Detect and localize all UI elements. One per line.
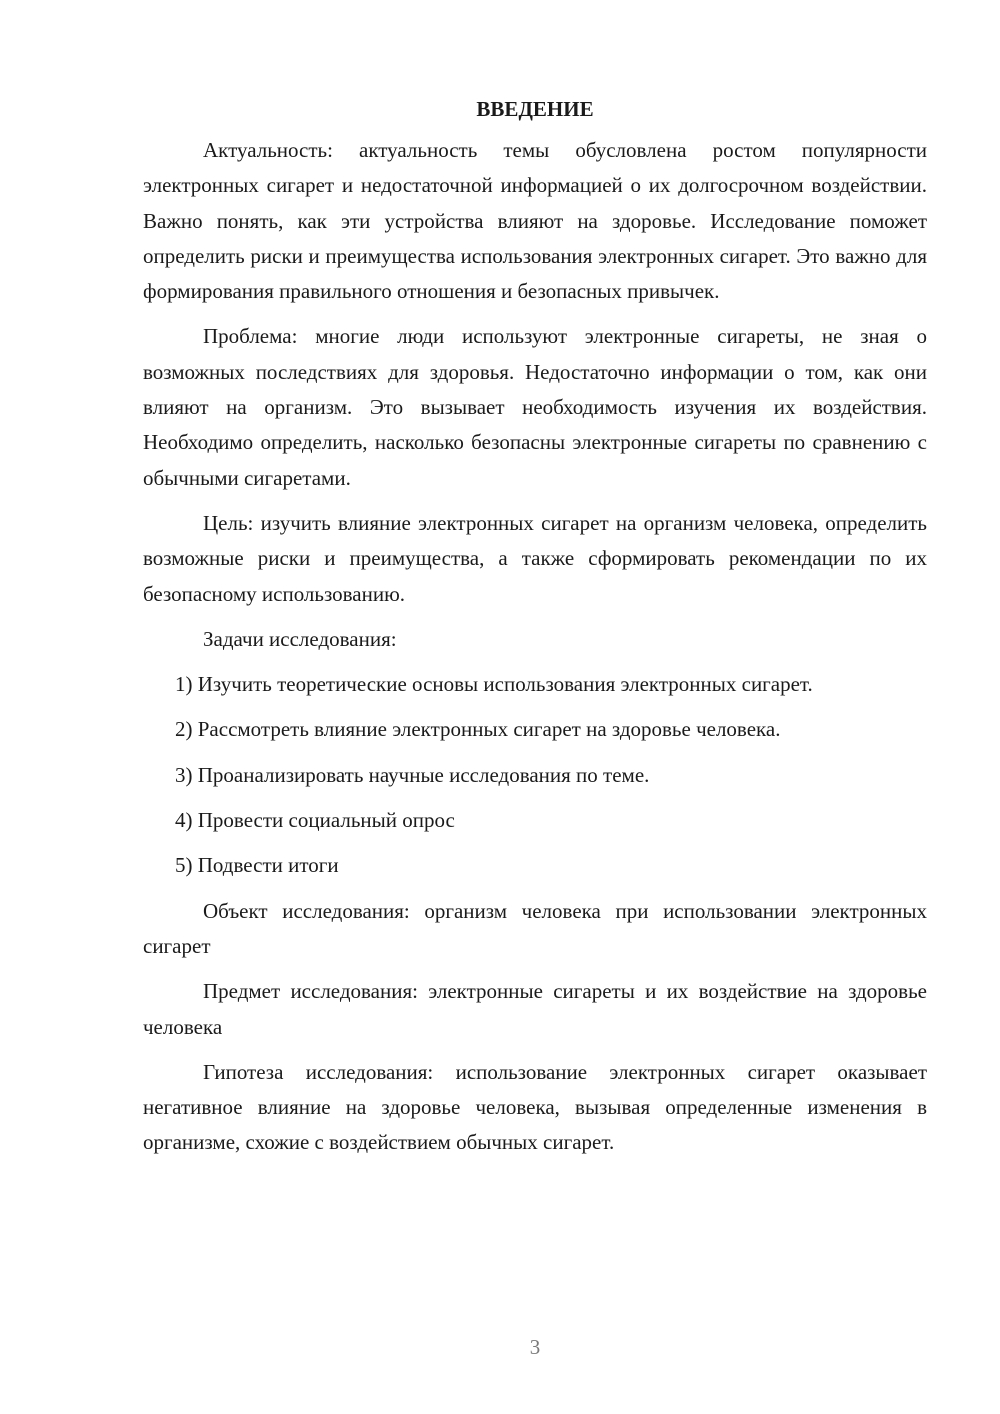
page-number: 3 <box>529 1335 541 1359</box>
task-item: 2) Рассмотреть влияние электронных сигарет на здоровье человека. <box>175 717 781 742</box>
task-item: 4) Провести социальный опрос <box>175 808 455 833</box>
paragraph-object: Объект исследования: организм человека при использовании электронных сигарет <box>143 898 927 958</box>
paragraph-hypothesis: Гипотеза исследования: использование электронных сигарет оказывает негативное влияние на здоровье человека, вызывая определенные изменения в организме, схожие с воздействием обычных сигарет. <box>143 1059 927 1155</box>
page-content <box>143 92 927 1161</box>
tasks-heading: Задачи исследования: <box>203 626 397 651</box>
task-item: 5) Подвести итоги <box>175 853 339 878</box>
section-title: ВВЕДЕНИЕ <box>476 97 594 121</box>
paragraph-subject: Предмет исследования: электронные сигареты и их воздействие на здоровье человека <box>143 979 927 1039</box>
paragraph-problem: Проблема: многие люди используют электронные сигареты, не зная о возможных последствиях для здоровья. Недостаточно информации о том, как они влияют на организм. Это вызывает необходимость изучения их воздействия. Необходимо определить, насколько безопасны электронные сигареты по сравнению с обычными сигаретами. <box>143 324 927 490</box>
paragraph-relevance: Актуальность: актуальность темы обусловлена ростом популярности электронных сигарет и недостаточной информацией о их долгосрочном воздействии. Важно понять, как эти устройства влияют на здоровье. Исследование поможет определить риски и преимущества использования электронных сигарет. Это важно для формирования правильного отношения и безопасных привычек. <box>143 138 927 304</box>
paragraph-goal: Цель: изучить влияние электронных сигарет на организм человека, определить возможные риски и преимущества, а также сформировать рекомендации по их безопасному использованию. <box>143 510 927 606</box>
task-item: 1) Изучить теоретические основы использования электронных сигарет. <box>175 672 813 697</box>
task-item: 3) Проанализировать научные исследования по теме. <box>175 762 650 787</box>
